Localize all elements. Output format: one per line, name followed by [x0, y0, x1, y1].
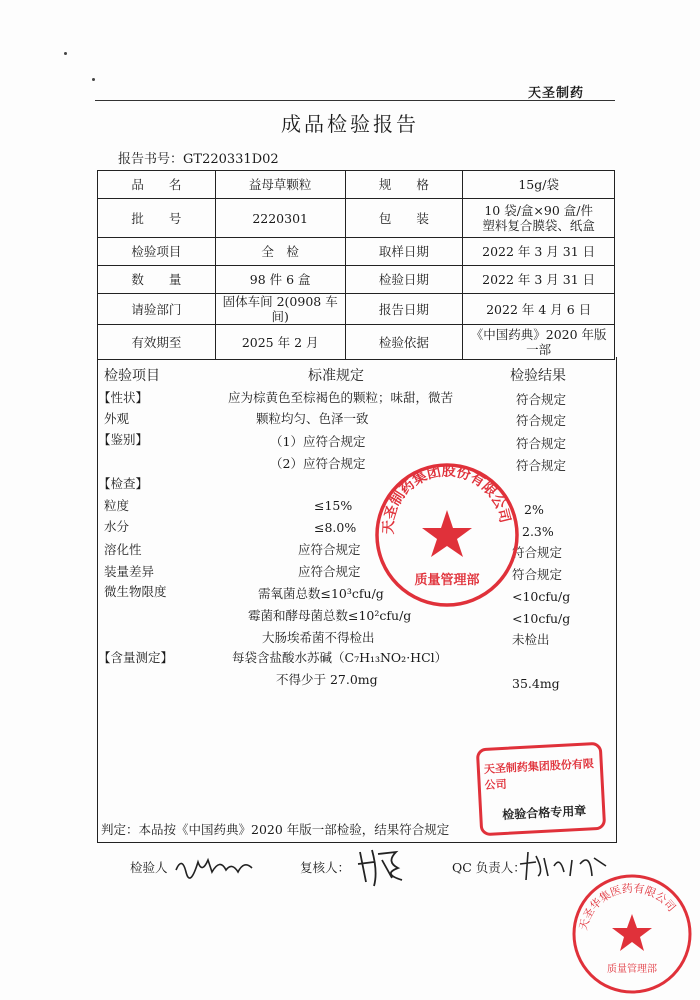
weight-variation-standard: 应符合规定 [298, 564, 361, 579]
expiry-value: 2025 年 2 月 [215, 325, 345, 360]
tests-header-item: 检验项目 [104, 368, 160, 384]
solubility-standard: 应符合规定 [298, 542, 361, 557]
item-label: 检验项目 [98, 238, 216, 266]
basis-label: 检验依据 [345, 325, 463, 360]
assay-standard-1: 每袋含盐酸水苏碱（C₇H₁₃NO₂·HCl） [232, 650, 448, 665]
expiry-label: 有效期至 [98, 325, 216, 360]
batch-value: 2220301 [215, 199, 345, 238]
identification-heading: 【鉴别】 [98, 432, 149, 447]
properties-result-2: 符合规定 [516, 413, 567, 428]
tests-header-standard: 标准规定 [308, 368, 364, 384]
mold-standard: 霉菌和酵母菌总数≤10²cfu/g [248, 608, 412, 623]
properties-heading: 【性状】 [98, 390, 149, 405]
weight-variation-label: 装量差异 [104, 564, 155, 579]
svg-text:天圣华集医药有限公司 [577, 881, 678, 932]
dept-label: 请验部门 [98, 294, 216, 325]
solubility-label: 溶化性 [104, 542, 142, 557]
quality-dept-stamp [372, 460, 522, 610]
dept-value: 固体车间 2(0908 车间) [215, 294, 345, 325]
moisture-result: 2.3% [522, 524, 554, 539]
info-row [98, 325, 615, 360]
item-value: 全 检 [215, 238, 345, 266]
rect-stamp-top-text: 天圣制药集团股份有限公司 [483, 757, 595, 792]
report-date-value: 2022 年 4 月 6 日 [463, 294, 615, 325]
test-date-value: 2022 年 3 月 31 日 [463, 266, 615, 294]
granularity-standard: ≤15% [314, 498, 353, 513]
granularity-result: 2% [524, 502, 544, 517]
appearance-label: 外观 [104, 411, 130, 426]
report-number-value: GT220331D02 [183, 152, 279, 167]
scan-speck [64, 52, 67, 55]
inspector-signature [172, 850, 262, 880]
identification-standard-2: （2）应符合规定 [270, 456, 366, 471]
appearance-standard: 颗粒均匀、色泽一致 [256, 411, 369, 426]
test-date-label: 检验日期 [345, 266, 463, 294]
product-label: 品 名 [98, 171, 216, 199]
granularity-label: 粒度 [104, 498, 130, 513]
basis-line-1: 《中国药典》2020 年版 [470, 327, 607, 342]
inspector-label: 检验人 [130, 860, 168, 875]
info-row [98, 199, 615, 238]
assay-standard-2: 不得少于 27.0mg [276, 672, 378, 687]
properties-result-1: 符合规定 [516, 392, 567, 407]
solubility-result: 符合规定 [512, 545, 563, 560]
info-row [98, 171, 615, 199]
batch-label: 批 号 [98, 199, 216, 238]
basis-value [463, 325, 615, 360]
check-heading: 【检查】 [98, 476, 149, 491]
packing-line-2: 塑料复合膜袋、纸盒 [482, 218, 595, 233]
sample-date-label: 取样日期 [345, 238, 463, 266]
conclusion: 判定：本品按《中国药典》2020 年版一部检验，结果符合规定 [101, 822, 450, 837]
aerobic-standard: 需氧菌总数≤10³cfu/g [258, 586, 384, 601]
assay-result: 35.4mg [512, 676, 560, 691]
packing-value [463, 199, 615, 238]
info-row [98, 294, 615, 325]
microbial-label: 微生物限度 [104, 584, 167, 599]
quality-stamp-sub: 质量管理部 [414, 573, 480, 588]
report-title: 成品检验报告 [281, 112, 419, 136]
ecoli-standard: 大肠埃希菌不得检出 [262, 630, 375, 645]
moisture-label: 水分 [104, 519, 130, 534]
basis-line-2: 一部 [526, 342, 552, 357]
identification-result-1: 符合规定 [516, 436, 567, 451]
spec-value: 15g/袋 [463, 171, 615, 199]
scan-speck [92, 78, 95, 81]
assay-heading: 【含量测定】 [98, 650, 174, 665]
identification-result-2: 符合规定 [516, 458, 567, 473]
qc-label: QC 负责人： [452, 860, 526, 875]
small-stamp-sub: 质量管理部 [607, 964, 657, 975]
weight-variation-result: 符合规定 [512, 567, 563, 582]
aerobic-result: <10cfu/g [512, 589, 571, 604]
product-value: 益母草颗粒 [215, 171, 345, 199]
packing-line-1: 10 袋/盒×90 盒/件 [484, 203, 593, 218]
report-number [118, 148, 279, 167]
ecoli-result: 未检出 [512, 632, 550, 647]
mold-result: <10cfu/g [512, 611, 571, 626]
rect-stamp-bottom-text: 检验合格专用章 [501, 803, 587, 823]
spec-label: 规 格 [345, 171, 463, 199]
small-quality-stamp [570, 872, 694, 996]
packing-label: 包 装 [345, 199, 463, 238]
report-date-label: 报告日期 [345, 294, 463, 325]
qualified-inspection-stamp [476, 742, 606, 836]
header-rule [95, 100, 615, 101]
tests-header-result: 检验结果 [510, 368, 566, 384]
properties-standard-1: 应为棕黄色至棕褐色的颗粒；味甜，微苦 [228, 390, 454, 405]
info-table [97, 170, 615, 360]
report-number-label: 报告书号： [118, 152, 184, 167]
moisture-standard: ≤8.0% [314, 520, 357, 535]
info-row [98, 238, 615, 266]
company-name: 天圣制药 [528, 86, 585, 101]
reviewer-label: 复核人： [300, 860, 351, 875]
info-row [98, 266, 615, 294]
quality-stamp-ring-text: 天圣制药集团股份有限公司 [380, 463, 513, 535]
identification-standard-1: （1）应符合规定 [270, 434, 366, 449]
small-stamp-ring-text: 天圣华集医药有限公司 [576, 881, 679, 932]
quantity-value: 98 件 6 盒 [215, 266, 345, 294]
quantity-label: 数 量 [98, 266, 216, 294]
reviewer-signature [352, 842, 412, 892]
sample-date-value: 2022 年 3 月 31 日 [463, 238, 615, 266]
